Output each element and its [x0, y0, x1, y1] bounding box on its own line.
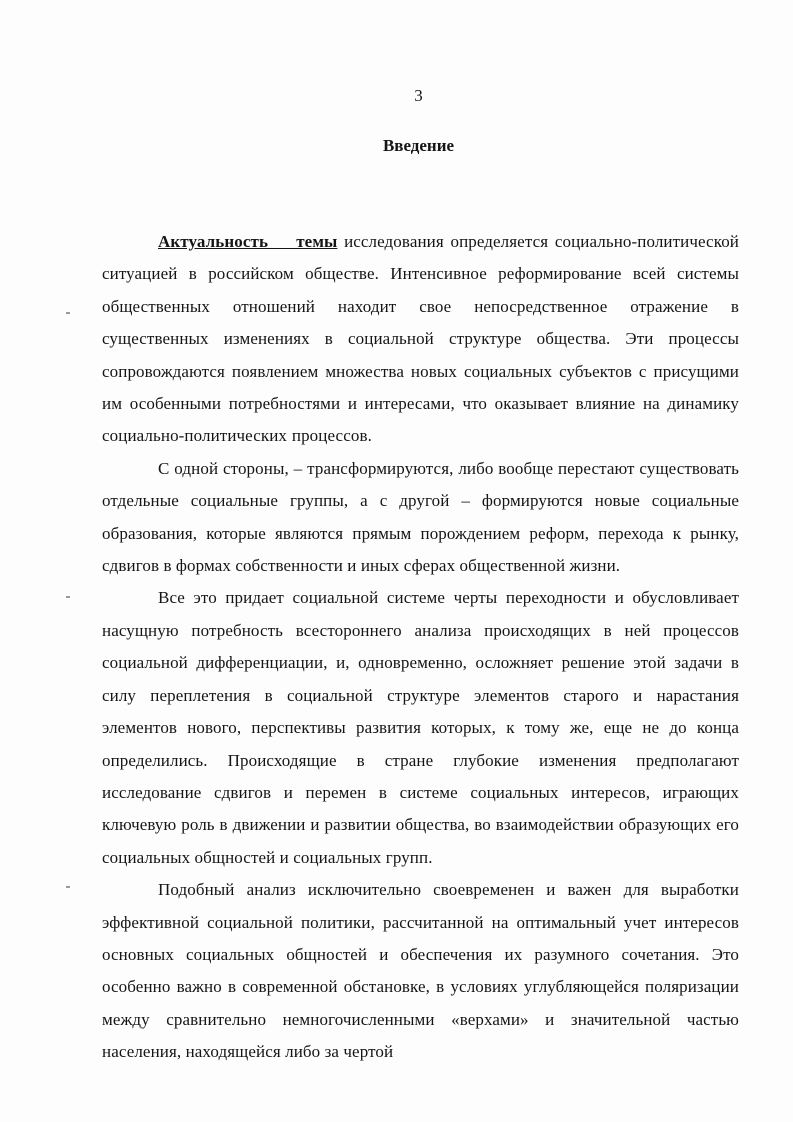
scan-margin-mark	[66, 886, 70, 888]
paragraph-text: исследования определяется социально-политической ситуацией в российском обществе. Интенсивное реформирование всей системы общественных отношений находит свое непосредственное отражение в существенных изменениях в социальной структуре общества. Эти процессы сопровождаются появлением множества новых социальных субъектов с присущими им особенными потребностями и интересами, что оказывает влияние на динамику социально-политических процессов.	[102, 232, 739, 446]
scan-margin-mark	[66, 312, 70, 314]
paragraph-4: Подобный анализ исключительно своевременен и важен для выработки эффективной социальной политики, рассчитанной на оптимальный учет интересов основных социальных общностей и обеспечения их разумного сочетания. Это особенно важно в современной обстановке, в условиях углубляющейся поляризации между сравнительно немногочисленными «верхами» и значительной частью населения, находящейся либо за чертой	[102, 880, 739, 1062]
paragraph-3: Все это придает социальной системе черты переходности и обусловливает насущную потребность всестороннего анализа происходящих в ней процессов социальной дифференциации, и, одновременно, осложняет решение этой задачи в силу переплетения в социальной структуре элементов старого и нарастания элементов нового, перспективы развития которых, к тому же, еще не до конца определились. Происходящие в стране глубокие изменения предполагают исследование сдвигов и перемен в системе социальных интересов, играющих ключевую роль в движении и развитии общества, во взаимодействии образующих его социальных общностей и социальных групп.	[102, 588, 739, 867]
paragraph-lead-term: Актуальность темы	[158, 232, 338, 251]
paragraph-2: С одной стороны, – трансформируются, либо вообще перестают существовать отдельные социальные группы, а с другой – формируются новые социальные образования, которые являются прямым порождением реформ, перехода к рынку, сдвигов в формах собственности и иных сферах общественной жизни.	[102, 458, 739, 576]
document-body	[102, 226, 739, 1069]
paragraph-1	[102, 226, 739, 453]
scan-margin-mark	[66, 596, 70, 598]
section-heading: Введение	[382, 136, 455, 155]
page-number: 3	[414, 86, 423, 105]
